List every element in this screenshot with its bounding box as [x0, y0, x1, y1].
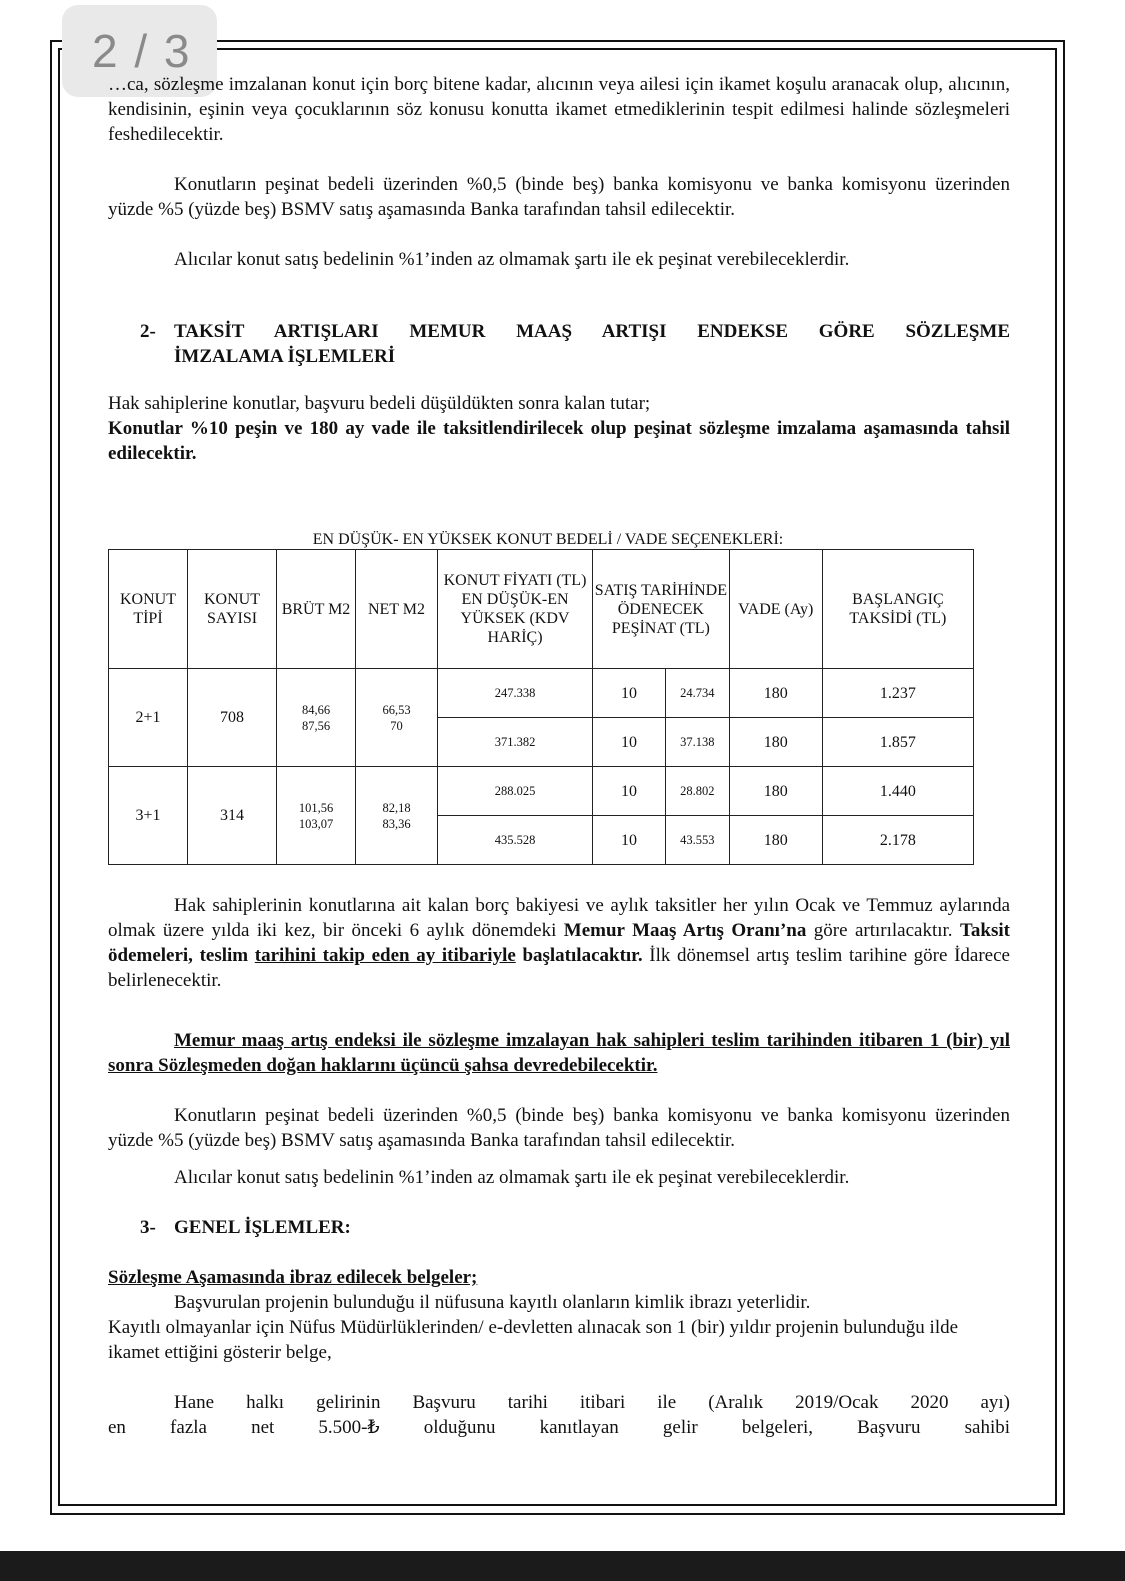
paragraph-installment-increase: [108, 893, 1010, 993]
cell-price: 247.338: [438, 669, 593, 718]
cell-type: 3+1: [109, 767, 188, 865]
section-3-heading: [140, 1215, 1010, 1240]
header-count: KONUT SAYISI: [188, 550, 277, 669]
cell-down-payment: 28.802: [666, 767, 730, 816]
cell-price: 288.025: [438, 767, 593, 816]
text-bold: Taksit ödemeleri, teslim: [108, 920, 1010, 966]
table-row: [109, 767, 974, 816]
cell-term: 180: [729, 718, 822, 767]
paragraph-documents-2: Kayıtlı olmayanlar için Nüfus Müdürlüklerinden/ e-devletten alınacak son 1 (bir) yıldır projenin bulunduğu ilde ikamet ettiğini gösterir belge,: [108, 1317, 959, 1363]
paragraph-income-line2: en fazla net 5.500-₺ olduğunu kanıtlayan gelir belgeleri, Başvuru sahibi: [108, 1417, 1010, 1438]
cell-first-installment: 1.440: [822, 767, 973, 816]
paragraph-transfer-rights: Memur maaş artış endeksi ile sözleşme imzalayan hak sahipleri teslim tarihinden itibaren 1 (bir) yıl sonra Sözleşmeden doğan haklarını üçüncü şahsa devredebilecektir.: [108, 1030, 1010, 1076]
text-bold-underline: tarihini takip eden ay itibariyle: [254, 945, 516, 966]
documents-heading: Sözleşme Aşamasında ibraz edilecek belgeler;: [108, 1267, 478, 1288]
cell-first-installment: 2.178: [822, 816, 973, 865]
header-net: NET M2: [356, 550, 438, 669]
text: İlk dönemsel artış teslim tarihine göre İdarece belirlenecektir.: [108, 945, 1010, 991]
paragraph-bank-commission: Konutların peşinat bedeli üzerinden %0,5 (binde beş) banka komisyonu ve banka komisyonu üzerinden yüzde %5 (yüzde beş) BSMV satış aşamasında Banka tarafından tahsil edilecektir.: [108, 174, 1010, 220]
cell-first-installment: 1.237: [822, 669, 973, 718]
cell-price: 371.382: [438, 718, 593, 767]
section-2-heading: [140, 319, 1010, 369]
cell-down-payment: 37.138: [666, 718, 730, 767]
table-caption: EN DÜŞÜK- EN YÜKSEK KONUT BEDELİ / VADE SEÇENEKLERİ:: [312, 531, 784, 548]
bottom-bar: [0, 1551, 1125, 1581]
paragraph-extra-down-payment: Alıcılar konut satış bedelinin %1’inden az olmamak şartı ile ek peşinat verebileceklerdir.: [174, 249, 850, 270]
section-title-line2: İMZALAMA İŞLEMLERİ: [174, 346, 396, 367]
section-number: 3-: [140, 1217, 156, 1238]
paragraph-bank-commission-2: Konutların peşinat bedeli üzerinden %0,5 (binde beş) banka komisyonu ve banka komisyonu üzerinden yüzde %5 (yüzde beş) BSMV satış aşamasında Banka tarafından tahsil edilecektir.: [108, 1105, 1010, 1151]
page-indicator: 2 / 3: [62, 5, 217, 97]
header-first-installment: BAŞLANGIÇ TAKSİDİ (TL): [822, 550, 973, 669]
cell-term: 180: [729, 669, 822, 718]
header-price: KONUT FİYATI (TL) EN DÜŞÜK-EN YÜKSEK (KDV HARİÇ): [438, 550, 593, 669]
text-bold: başlatılacaktır.: [515, 945, 643, 966]
cell-net: 66,53 70: [356, 669, 438, 767]
paragraph-rights-holders: Hak sahiplerine konutlar, başvuru bedeli düşüldükten sonra kalan tutar;: [108, 393, 651, 414]
section-title-line1: TAKSİT ARTIŞLARI MEMUR MAAŞ ARTIŞI ENDEKSE GÖRE SÖZLEŞME: [174, 321, 1010, 342]
paragraph-extra-down-payment-2: Alıcılar konut satış bedelinin %1’inden az olmamak şartı ile ek peşinat verebileceklerdir.: [174, 1167, 850, 1188]
cell-count: 314: [188, 767, 277, 865]
cell-percent: 10: [593, 816, 666, 865]
paragraph-income-line1: Hane halkı gelirinin Başvuru tarihi itibari ile (Aralık 2019/Ocak 2020 ayı): [174, 1392, 1010, 1413]
cell-first-installment: 1.857: [822, 718, 973, 767]
header-type: KONUT TİPİ: [109, 550, 188, 669]
cell-term: 180: [729, 816, 822, 865]
cell-term: 180: [729, 767, 822, 816]
header-term: VADE (Ay): [729, 550, 822, 669]
document-body: [108, 72, 1010, 1440]
section-number: 2-: [140, 321, 156, 342]
cell-down-payment: 43.553: [666, 816, 730, 865]
header-down-payment: SATIŞ TARİHİNDE ÖDENECEK PEŞİNAT (TL): [593, 550, 730, 669]
cell-gross: 101,56 103,07: [277, 767, 356, 865]
table-row: [109, 669, 974, 718]
header-gross: BRÜT M2: [277, 550, 356, 669]
cell-percent: 10: [593, 767, 666, 816]
text: Hak sahiplerinin konutlarına ait kalan borç bakiyesi ve aylık taksitler her yılın Ocak ve Temmuz aylarında olmak üzere yılda iki kez, bir önceki 6 aylık dönemdeki: [108, 895, 1010, 941]
price-table: [108, 549, 974, 865]
paragraph-installment-terms: Konutlar %10 peşin ve 180 ay vade ile taksitlendirilecek olup peşinat sözleşme imzalama aşamasında tahsil edilecektir.: [108, 418, 1010, 464]
cell-count: 708: [188, 669, 277, 767]
section-title: GENEL İŞLEMLER:: [174, 1217, 351, 1238]
cell-percent: 10: [593, 718, 666, 767]
cell-down-payment: 24.734: [666, 669, 730, 718]
paragraph-intro: …ca, sözleşme imzalanan konut için borç bitene kadar, alıcının veya ailesi için ikamet koşulu aranacak olup, alıcının, kendisinin, eşinin veya çocuklarının söz konusu konutta ikamet etmediklerinin tespit edilmesi halinde sözleşmeleri feshedilecektir.: [108, 74, 1010, 145]
text-bold: Memur Maaş Artış Oranı’na: [563, 920, 807, 941]
text: göre artırılacaktır.: [806, 920, 960, 941]
cell-price: 435.528: [438, 816, 593, 865]
paragraph-documents-1: Başvurulan projenin bulunduğu il nüfusuna kayıtlı olanların kimlik ibrazı yeterlidir.: [174, 1292, 811, 1313]
cell-percent: 10: [593, 669, 666, 718]
cell-net: 82,18 83,36: [356, 767, 438, 865]
cell-type: 2+1: [109, 669, 188, 767]
cell-gross: 84,66 87,56: [277, 669, 356, 767]
